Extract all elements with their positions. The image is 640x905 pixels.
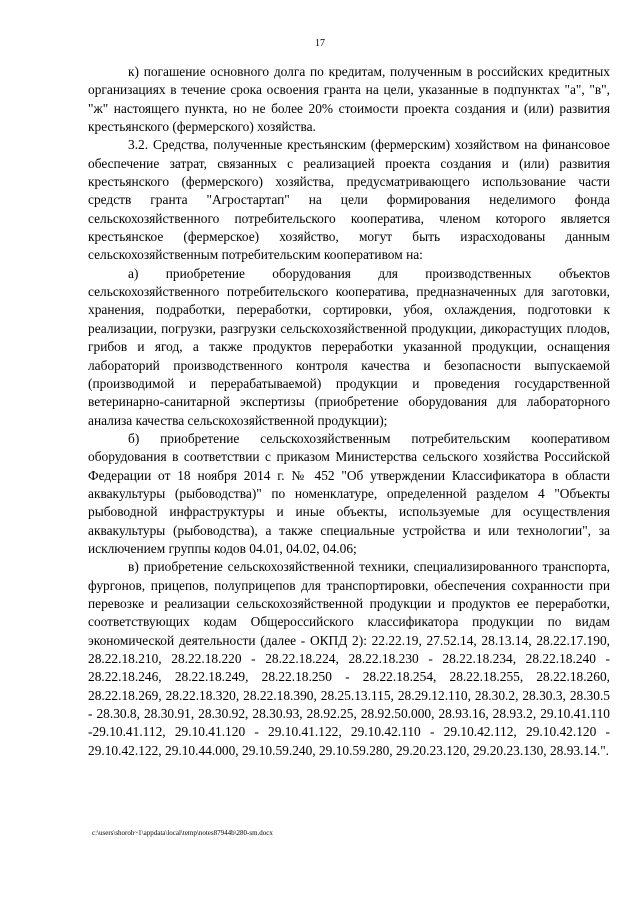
paragraph-k: к) погашение основного долга по кредитам, полученным в российских кредитных организациях в течение срока освоения гранта на цели, указанные в подпунктах "а", "в", "ж" настоящего пункта, но не более 20% стоимости проекта создания и (или) развития крестьянского (фермерского) хозяйства. (88, 64, 610, 135)
footer-file-path: c:\users\shoroh~1\appdata\local\temp\notes87944b\280-sm.docx (92, 829, 273, 837)
document-body (88, 63, 610, 760)
paragraph-v: в) приобретение сельскохозяйственной техники, специализированного транспорта, фургонов, прицепов, полуприцепов для транспортировки, обеспечения сохранности при перевозке и реализации сельскохозяйственной продукции и продуктов ее переработки, соответствующих кодам Общероссийского классификатора продукции по видам экономической деятельности (далее - ОКПД 2): 22.22.19, 27.52.14, 28.13.14, 28.22.17.190, 28.22.18.210, 28.22.18.220 - 28.22.18.224, 28.22.18.230 - 28.22.18.234, 28.22.18.240 - 28.22.18.246, 28.22.18.249, 28.22.18.250 - 28.22.18.254, 28.22.18.255, 28.22.18.260, 28.22.18.269, 28.22.18.320, 28.22.18.390, 28.25.13.115, 28.29.12.110, 28.30.2, 28.30.3, 28.30.5 - 28.30.8, 28.30.91, 28.30.92, 28.30.93, 28.92.25, 28.92.50.000, 28.93.16, 28.93.2, 29.10.41.110 -29.10.41.112, 29.10.41.120 - 29.10.41.122, 29.10.42.110 - 29.10.42.112, 29.10.42.120 - 29.10.42.122, 29.10.44.000, 29.10.59.240, 29.10.59.280, 29.20.23.120, 29.20.23.130, 28.93.14.". (88, 559, 610, 758)
paragraph-a: а) приобретение оборудования для производственных объектов сельскохозяйственного потребительского кооператива, предназначенных для заготовки, хранения, подработки, переработки, сортировки, убоя, охлаждения, подготовки к реализации, погрузки, разгрузки сельскохозяйственной продукции, дикорастущих плодов, грибов и ягод, а также продуктов переработки указанной продукции, оснащения лабораторий производственного контроля качества и безопасности выпускаемой (производимой и перерабатываемой) продукции и проведения государственной ветеринарно-санитарной экспертизы (приобретение оборудования для лабораторного анализа качества сельскохозяйственной продукции); (88, 265, 610, 428)
paragraph-3-2: 3.2. Средства, полученные крестьянским (фермерским) хозяйством на финансовое обеспечение затрат, связанных с реализацией проекта создания и (или) развития крестьянского (фермерского) хозяйства, предусматривающего использование части средств гранта "Агростартап" на цели формирования неделимого фонда сельскохозяйственного потребительского кооператива, членом которого является крестьянское (фермерское) хозяйство, могут быть израсходованы данным сельскохозяйственным потребительским кооперативом на: (88, 137, 610, 263)
paragraph-b: б) приобретение сельскохозяйственным потребительским кооперативом оборудования в соответствии с приказом Министерства сельского хозяйства Российской Федерации от 18 ноября 2014 г. № 452 "Об утверждении Классификатора в области аквакультуры (рыбоводства)" по номенклатуре, определенной разделом 4 "Объекты рыбоводной инфраструктуры и иные объекты, используемые для осуществления аквакультуры (рыбоводства), а также специальные устройства и или технологии", за исключением группы кодов 04.01, 04.02, 04.06; (88, 430, 610, 556)
page-number: 17 (315, 38, 325, 49)
